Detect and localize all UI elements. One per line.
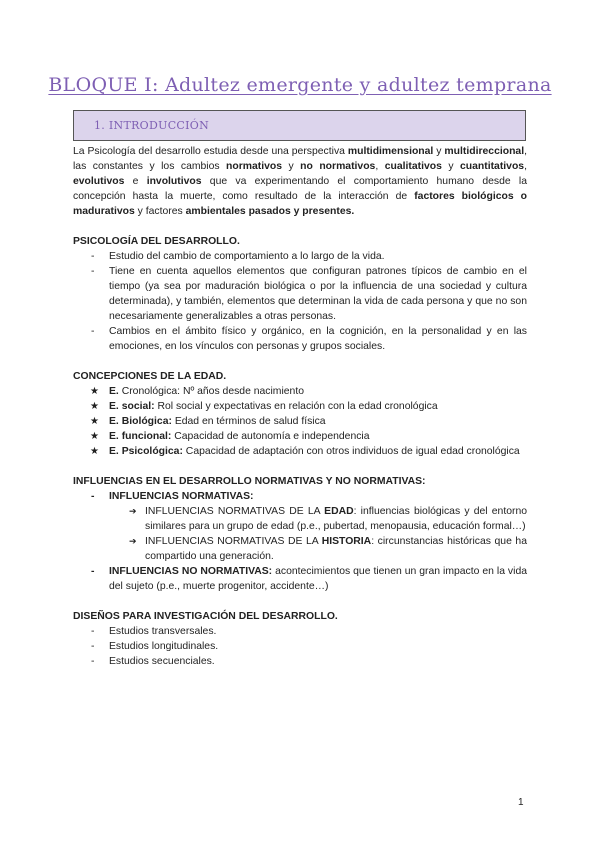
list-item: - Cambios en el ámbito físico y orgánico, en la cognición, en la personalidad y en las emociones, en los vínculos con personas y grupos sociales. xyxy=(73,324,527,354)
list-item: ★ E. social: Rol social y expectativas en relación con la edad cronológica xyxy=(73,399,527,414)
sub-list-item: ➔ INFLUENCIAS NORMATIVAS DE LA HISTORIA: circunstancias históricas que ha compartido una generación. xyxy=(73,534,527,564)
psico-heading: PSICOLOGÍA DEL DESARROLLO. xyxy=(73,236,240,247)
list-item: ★ E. funcional: Capacidad de autonomía e independencia xyxy=(73,429,527,444)
intro-paragraph: La Psicología del desarrollo estudia desde una perspectiva multidimensional y multidireccional, las constantes y los cambios normativos y no normativos, cualitativos y cuantitativos, evolutivos e involutivos que va experimentando el comportamiento humano desde la concepción hasta la muerte, como resultado de la interacción de factores biológicos o madurativos y factores ambientales pasados y presentes. xyxy=(73,146,527,217)
list-item: - Estudios longitudinales. xyxy=(73,639,527,654)
list-item: - Estudios transversales. xyxy=(73,624,527,639)
list-item: - Tiene en cuenta aquellos elementos que configuran patrones típicos de cambio en el tiempo (ya sea por maduración biológica o por la influencia de una sociedad y cultura determinada), y también, elementos que determinan la vida de cada persona y que no son necesariamente generalizables a otras personas. xyxy=(73,264,527,324)
edad-list xyxy=(73,384,527,459)
influencias-heading: INFLUENCIAS EN EL DESARROLLO NORMATIVAS Y NO NORMATIVAS: xyxy=(73,476,426,487)
section-title: 1. INTRODUCCIÓN xyxy=(94,119,210,132)
list-item: - INFLUENCIAS NORMATIVAS: ➔ INFLUENCIAS NORMATIVAS DE LA EDAD: influencias biológicas y del entorno similares para un grupo de edad (p.e., pubertad, menopausia, educación formal…) ➔ INFLUENCIAS NORMATIVAS DE LA HISTORIA: circunstancias históricas que ha compartido una generación. xyxy=(73,489,527,564)
influencias-list xyxy=(73,489,527,594)
list-item: - INFLUENCIAS NO NORMATIVAS: acontecimientos que tienen un gran impacto en la vida del sujeto (p.e., muerte progenitor, accidente…) xyxy=(73,564,527,594)
disenos-list xyxy=(73,624,527,669)
disenos-heading: DISEÑOS PARA INVESTIGACIÓN DEL DESARROLLO. xyxy=(73,611,338,622)
page-title: BLOQUE I: Adultez emergente y adultez temprana xyxy=(48,74,552,96)
list-item: ★ E. Biológica: Edad en términos de salud física xyxy=(73,414,527,429)
psico-list xyxy=(73,249,527,354)
edad-heading: CONCEPCIONES DE LA EDAD. xyxy=(73,371,227,382)
main-content xyxy=(73,144,527,669)
section-header-box xyxy=(73,110,526,141)
list-item: ★ E. Psicológica: Capacidad de adaptación con otros individuos de igual edad cronológica xyxy=(73,444,527,459)
list-item: - Estudios secuenciales. xyxy=(73,654,527,669)
sub-list-item: ➔ INFLUENCIAS NORMATIVAS DE LA EDAD: influencias biológicas y del entorno similares para un grupo de edad (p.e., pubertad, menopausia, educación formal…) xyxy=(73,504,527,534)
list-item: ★ E. Cronológica: Nº años desde nacimiento xyxy=(73,384,527,399)
normativas-sublist xyxy=(73,504,527,564)
page-number: 1 xyxy=(518,797,524,808)
list-item: - Estudio del cambio de comportamiento a lo largo de la vida. xyxy=(73,249,527,264)
